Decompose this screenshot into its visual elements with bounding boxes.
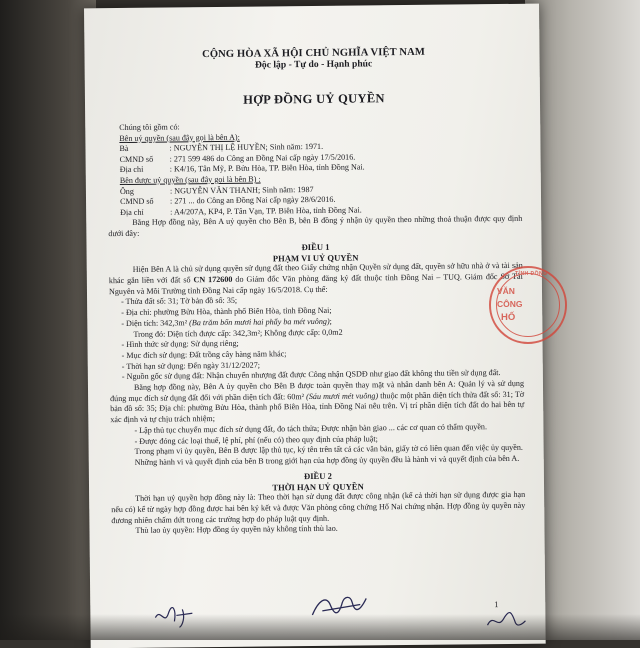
intro-text: Chúng tôi gồm có: [119,122,180,133]
article-1-paragraph-1 [109,261,523,297]
article-2-number: ĐIỀU 2 [303,470,332,481]
row-key: Bà [119,144,129,154]
row-value: : NGUYỄN VĂN THANH; Sinh năm: 1987 [169,184,314,196]
party-a-details [107,140,521,176]
row-key: Địa chỉ [120,207,144,217]
list-item: - Được đóng các loại thuế, lệ phí, phí (nếu có) theo quy định của pháp luật; [134,433,378,446]
stamp-text: HỐ [501,312,516,323]
article-1-paragraph-4: Những hành vi và quyết định của bên B trong giới hạn của hợp đồng ủy quyền đều là hành vi và quyết định của bên A. [134,453,520,467]
article-1-number: ĐIỀU 1 [301,241,330,252]
document-page [84,4,546,648]
page-number: 1 [494,599,499,610]
notary-stamp [489,266,567,344]
article-2-paragraph-2: Thù lao ủy quyền: Hợp đồng ủy quyền này không tính thù lao. [135,524,338,536]
list-item: - Thời hạn sử dụng: Đến ngày 31/12/2027; [121,360,261,371]
agreement-text: Bằng Hợp đồng này, Bên A uỷ quyền cho Bên B, bên B đồng ý nhận ủy quyền theo những thoả thuận được quy định dưới đây: [108,214,523,239]
row-value: : NGUYỄN THỊ LỆ HUYỀN; Sinh năm: 1971. [169,142,324,153]
article-2-paragraph-1: Thời hạn uỷ quyền hợp đồng này là: Theo thời hạn sử dụng đất được công nhận (kể cả thời hạn sử dụng được gia hạn nếu có) kể từ ngày hợp đồng được hai bên ký kết và được Văn phòng công chứng Hố Nai chứng nhận. Hợp đồng ủy quyền này đương nhiên chấm dứt trong các trường hợp do pháp luật quy định. [111,490,526,525]
motto: Độc lập - Tự do - Hạnh phúc [254,58,373,71]
country-header: CỘNG HÒA XÃ HỘI CHỦ NGHĨA VIỆT NAM [202,46,425,61]
area-in-words: (Ba trăm bốn mươi hai phẩy ba mét vuông) [189,316,330,328]
list-item: - Hình thức sử dụng: Sử dụng riêng; [121,339,239,350]
text: - Diện tích: 342,3m² [121,318,190,328]
row-value: : 271 599 486 do Công an Đồng Nai cấp ngày 17/5/2016. [169,152,356,164]
row-value: : 271 ... do Công an Đồng Nai cấp ngày 28/6/2016. [169,194,336,206]
text: do Giám đốc Văn phòng đăng ký đất thuộc tỉnh Đồng Nai – TUQ. Giám đốc Sở Tài Nguyên và Môi Trường tỉnh Đồng Nai cấp ngày 16/5/2018. Cụ thể: [108,271,523,296]
area-in-words: (Sáu mươi mét vuông) [306,391,379,401]
document-title: HỢP ĐỒNG UỶ QUYỀN [243,91,385,107]
text: Hiện Bên A là chủ sử dụng quyền sử dụng đất theo Giấy chứng nhận Quyền sử dụng đất, quyền sở hữu nhà ở và tài sản khác gắn liền với đất số [108,261,523,286]
text: thuộc một phần diện tích thửa đất số: 31; Tờ bản đồ số: 35; Địa chỉ: phường Bửu Hòa, thành phố Biên Hòa, tỉnh Đồng Nai nêu trên. Vị trí phần diện tích đất do hai bên tự xác định và tự chịu trách nhiệm; [110,389,525,425]
article-1-name: PHẠM VI UỶ QUYỀN [272,252,359,263]
stamp-arc-text: TỈNH ĐỒNG [515,271,548,277]
row-key: CMND số [119,196,154,207]
background-left [0,0,96,640]
party-b-details [108,182,522,218]
text: Bằng hợp đồng này, Bên A ủy quyền cho Bên B được toàn quyền thay mặt và nhân danh bên A: Quản lý và sử dụng đúng mục đích sử dụng đất đối với phần diện tích đất: 60m² [110,378,525,403]
list-item: - Địa chỉ: phường Bửu Hòa, thành phố Biên Hòa, tỉnh Đồng Nai; [121,305,332,318]
stamp-text: CÔNG [497,299,523,309]
row-value: : K4/16, Tân Mỹ, P. Bửu Hòa, TP. Biên Hòa, tỉnh Đồng Nai. [169,162,365,174]
article-1-paragraph-3: Trong phạm vi ủy quyền, Bên B được lập thủ tục, ký tên trên tất cả các văn bản, giấy tờ có liên quan đến việc ủy quyền. [134,443,523,457]
list-item: - Mục đích sử dụng: Đất trồng cây hàng năm khác; [121,349,287,360]
list-item: - Nguồn gốc sử dụng đất: Nhận chuyển nhượng đất được Công nhận QSDĐ như giao đất không thu tiền sử dụng đất. [121,368,501,382]
article-1-paragraph-2 [110,379,524,426]
background-bottom-shadow [0,614,640,640]
row-value: : A4/207A, KP4, P. Tân Vạn, TP. Biên Hòa, tỉnh Đồng Nai. [170,205,362,217]
text: ; [329,316,332,326]
stamp-text: VĂN [497,286,515,296]
party-a-heading: Bên uỷ quyền (sau đây gọi là bên A): [119,132,240,143]
list-item: - Lập thủ tục chuyển mục đích sử dụng đất, đo tách thửa; Được nhận bàn giao ... các cơ quan có thẩm quyền. [134,422,488,435]
row-key: CMND số [119,154,154,164]
party-b-heading: Bên được uỷ quyền (sau đây gọi là bên B) : [119,174,261,185]
document-content [106,46,525,537]
row-key: Địa chỉ [119,165,144,175]
article-2-name: THỜI HẠN UỶ QUYỀN [272,480,364,492]
list-item-sub: Trong đó: Diện tích được cấp: 342,3m²; Không được cấp: 0,0m2 [133,327,343,339]
list-item: - Thửa đất số: 31; Tờ bản đồ số: 35; [121,296,238,307]
certificate-number: CN 172600 [193,274,233,285]
row-key: Ông [119,186,134,196]
